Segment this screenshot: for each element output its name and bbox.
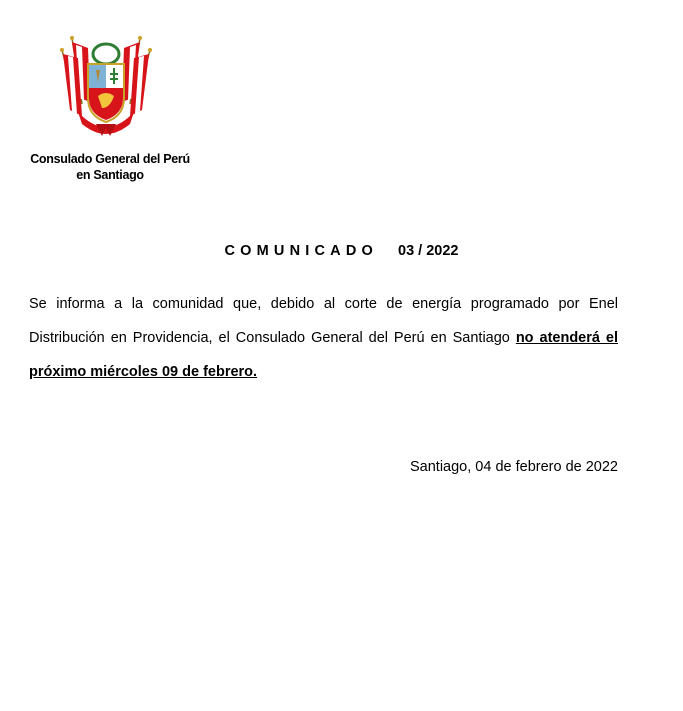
notice-title-word: COMUNICADO: [224, 243, 378, 259]
notice-body-emphasis: no atenderá el próximo miércoles 09 de febrero.: [29, 330, 618, 380]
left-flags: [60, 36, 90, 116]
notice-body-text: Se informa a la comunidad que, debido al corte de energía programado por Enel Distribución en Providencia, el Consulado General del Perú en Santiago: [29, 296, 618, 346]
consulate-name: [22, 151, 198, 183]
notice-number: 03 / 2022: [398, 243, 459, 259]
shield: [88, 64, 124, 122]
consulate-name-line1: Consulado General del Perú: [30, 152, 190, 166]
consulate-name-line2: en Santiago: [76, 168, 144, 182]
notice-body: [29, 287, 618, 389]
place-and-date: Santiago, 04 de febrero de 2022: [410, 459, 618, 475]
right-flags: [122, 36, 152, 116]
peru-coat-of-arms-icon: [58, 32, 154, 138]
laurel-wreath: [93, 44, 119, 64]
notice-title: [0, 242, 683, 260]
